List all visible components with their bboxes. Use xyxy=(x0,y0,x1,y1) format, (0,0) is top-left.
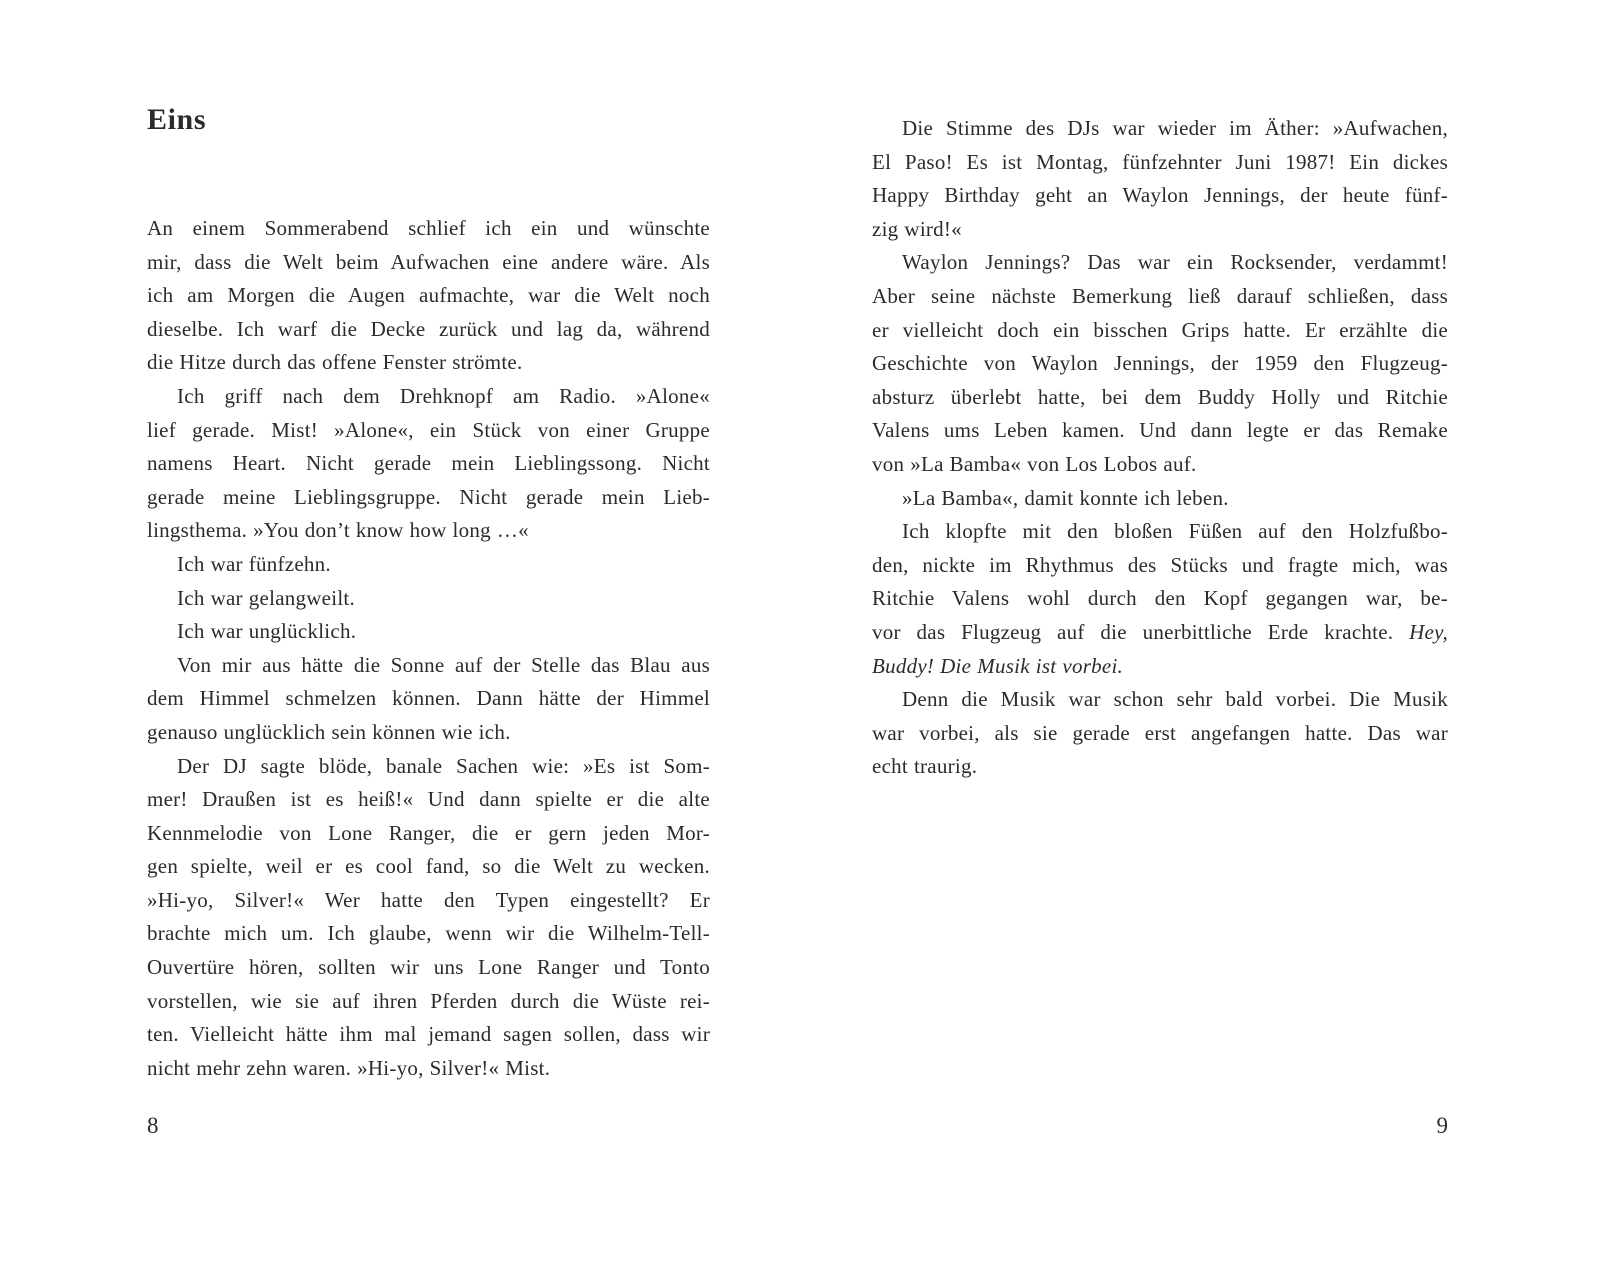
text-line xyxy=(147,414,710,448)
text-line xyxy=(872,448,1448,482)
text-line xyxy=(872,650,1448,684)
body-text: absturz überlebt hatte, bei dem Buddy Holly und Ritchie xyxy=(872,384,1448,409)
body-text: gen spielte, weil er es cool fand, so die Welt zu wecken. xyxy=(147,854,710,879)
text-line xyxy=(147,917,710,951)
body-text: Ich war unglücklich. xyxy=(177,619,357,644)
body-text: An einem Sommerabend schlief ich ein und wünschte xyxy=(147,216,710,240)
body-text: dem Himmel schmelzen können. Dann hätte der Himmel xyxy=(147,686,710,711)
body-text: mer! Draußen ist es heiß!« Und dann spielte er die alte xyxy=(147,787,710,812)
body-text: lingsthema. »You don’t know how long …« xyxy=(147,518,529,543)
body-text: Von mir aus hätte die Sonne auf der Stelle das Blau aus xyxy=(177,652,710,677)
text-line xyxy=(147,346,710,380)
body-text: Aber seine nächste Bemerkung ließ darauf schließen, dass xyxy=(872,283,1448,308)
text-line xyxy=(872,414,1448,448)
page-number-left: 8 xyxy=(147,1113,159,1138)
body-text: die Hitze durch das offene Fenster strömte. xyxy=(147,350,523,375)
body-text: Geschichte von Waylon Jennings, der 1959 den Flugzeug- xyxy=(872,351,1448,376)
body-text: den, nickte im Rhythmus des Stücks und fragte mich, was xyxy=(872,552,1448,577)
text-line xyxy=(147,615,710,649)
body-text: Ich griff nach dem Drehknopf am Radio. »Alone« xyxy=(177,383,710,408)
body-text: El Paso! Es ist Montag, fünfzehnter Juni 1987! Ein dickes xyxy=(872,149,1448,174)
chapter-heading: Eins xyxy=(147,103,207,136)
text-line xyxy=(872,347,1448,381)
text-line xyxy=(147,1018,710,1052)
body-text: Kennmelodie von Lone Ranger, die er gern jeden Mor- xyxy=(147,820,710,845)
text-line xyxy=(872,515,1448,549)
body-text: nicht mehr zehn waren. »Hi-yo, Silver!« Mist. xyxy=(147,1055,551,1080)
italic-text: Hey, xyxy=(1409,619,1448,644)
text-line xyxy=(147,817,710,851)
text-line xyxy=(872,482,1448,516)
body-text: brachte mich um. Ich glaube, wenn wir die Wilhelm-Tell- xyxy=(147,921,710,946)
body-text: »La Bamba«, damit konnte ich leben. xyxy=(902,485,1229,510)
text-line xyxy=(147,649,710,683)
text-line xyxy=(147,582,710,616)
text-line xyxy=(872,213,1448,247)
body-text: Die Stimme des DJs war wieder im Äther: »Aufwachen, xyxy=(902,116,1448,140)
text-line xyxy=(147,1052,710,1086)
text-line xyxy=(872,683,1448,717)
text-line xyxy=(872,280,1448,314)
text-line xyxy=(147,246,710,280)
text-line xyxy=(147,212,710,246)
text-line xyxy=(872,582,1448,616)
text-line xyxy=(147,279,710,313)
body-text: Denn die Musik war schon sehr bald vorbei. Die Musik xyxy=(902,687,1448,712)
text-line xyxy=(147,884,710,918)
text-line xyxy=(872,717,1448,751)
body-text: Der DJ sagte blöde, banale Sachen wie: »Es ist Som- xyxy=(177,753,710,778)
italic-text: Buddy! Die Musik ist vorbei. xyxy=(872,653,1124,678)
body-text: gerade meine Lieblingsgruppe. Nicht gerade mein Lieb- xyxy=(147,484,710,509)
body-text: Waylon Jennings? Das war ein Rocksender, verdammt! xyxy=(902,250,1448,275)
body-text: Ich war fünfzehn. xyxy=(177,551,331,576)
text-line xyxy=(872,112,1448,146)
body-text: echt traurig. xyxy=(872,754,978,779)
body-text: genauso unglücklich sein können wie ich. xyxy=(147,719,511,744)
body-text: ich am Morgen die Augen aufmachte, war die Welt noch xyxy=(147,283,710,308)
text-line xyxy=(872,616,1448,650)
body-text: war vorbei, als sie gerade erst angefangen hatte. Das war xyxy=(872,720,1448,745)
right-page xyxy=(800,0,1600,1274)
body-text: vor das Flugzeug auf die unerbittliche Erde krachte. xyxy=(872,619,1410,644)
body-text: dieselbe. Ich warf die Decke zurück und lag da, während xyxy=(147,316,710,341)
body-text: Valens ums Leben kamen. Und dann legte er das Remake xyxy=(872,418,1448,443)
body-text: Happy Birthday geht an Waylon Jennings, der heute fünf- xyxy=(872,183,1448,208)
text-line xyxy=(872,146,1448,180)
text-line xyxy=(147,750,710,784)
body-text: Ich klopfte mit den bloßen Füßen auf den Holzfußbo- xyxy=(902,519,1448,544)
body-text: vorstellen, wie sie auf ihren Pferden durch die Wüste rei- xyxy=(147,988,710,1013)
text-line xyxy=(872,750,1448,784)
text-line xyxy=(147,313,710,347)
text-line xyxy=(147,985,710,1019)
body-text: er vielleicht doch ein bisschen Grips hatte. Er erzählte die xyxy=(872,317,1448,342)
body-text: namens Heart. Nicht gerade mein Lieblingssong. Nicht xyxy=(147,451,710,476)
body-text: ten. Vielleicht hätte ihm mal jemand sagen sollen, dass wir xyxy=(147,1022,710,1047)
body-text: »Hi-yo, Silver!« Wer hatte den Typen eingestellt? Er xyxy=(147,887,710,912)
body-text: Ritchie Valens wohl durch den Kopf gegangen war, be- xyxy=(872,586,1448,611)
body-text: zig wird!« xyxy=(872,216,962,241)
page-number-right: 9 xyxy=(1436,1113,1448,1138)
text-line xyxy=(147,682,710,716)
text-line xyxy=(872,179,1448,213)
text-line xyxy=(872,549,1448,583)
text-line xyxy=(872,381,1448,415)
text-line xyxy=(872,246,1448,280)
right-page-text xyxy=(872,112,1448,784)
body-text: von »La Bamba« von Los Lobos auf. xyxy=(872,451,1197,476)
text-line xyxy=(147,447,710,481)
body-text: Ouvertüre hören, sollten wir uns Lone Ranger und Tonto xyxy=(147,955,710,980)
text-line xyxy=(147,380,710,414)
text-line xyxy=(147,783,710,817)
text-line xyxy=(147,850,710,884)
text-line xyxy=(872,314,1448,348)
text-line xyxy=(147,481,710,515)
text-line xyxy=(147,951,710,985)
left-page-text xyxy=(147,212,710,1085)
body-text: lief gerade. Mist! »Alone«, ein Stück von einer Gruppe xyxy=(147,417,710,442)
text-line xyxy=(147,514,710,548)
body-text: Ich war gelangweilt. xyxy=(177,585,356,610)
text-line xyxy=(147,716,710,750)
text-line xyxy=(147,548,710,582)
body-text: mir, dass die Welt beim Aufwachen eine andere wäre. Als xyxy=(147,249,710,274)
